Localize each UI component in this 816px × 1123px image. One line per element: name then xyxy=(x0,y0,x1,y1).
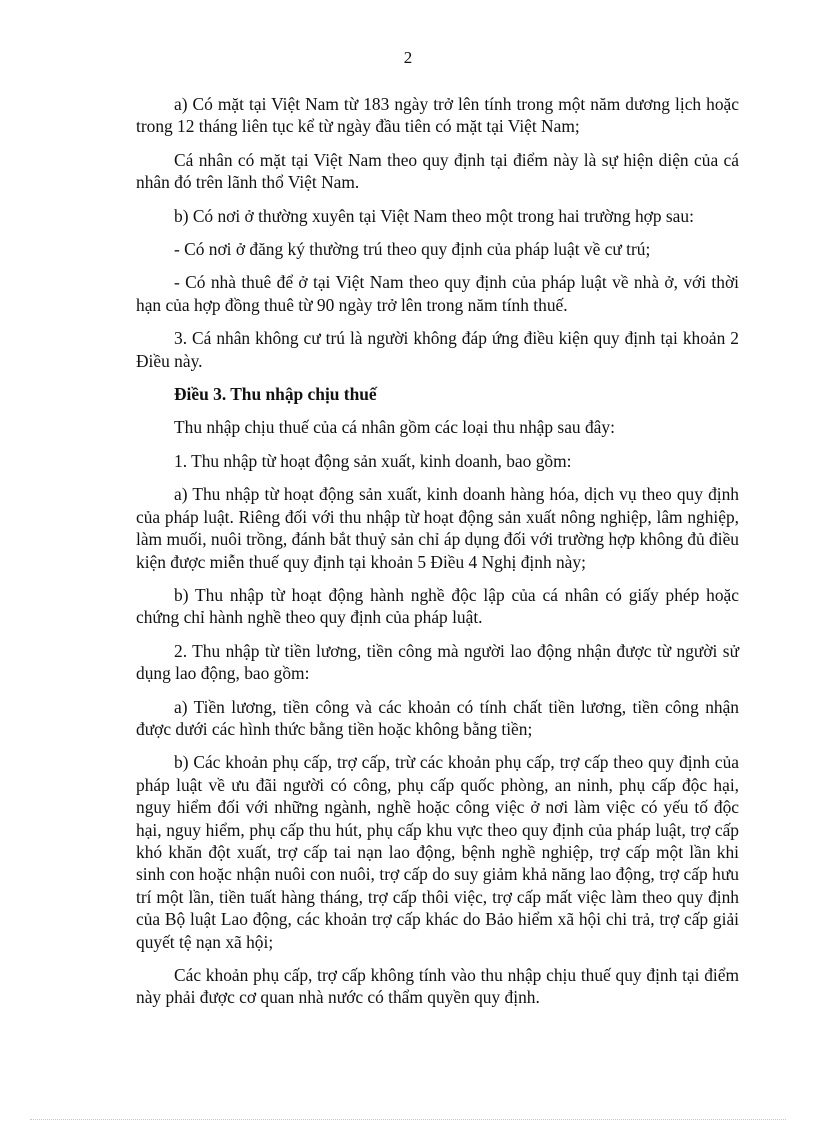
page-bottom-divider xyxy=(30,1119,786,1120)
paragraph-business-income-b: b) Thu nhập từ hoạt động hành nghề độc lập của cá nhân có giấy phép hoặc chứng chỉ hành nghề theo quy định của pháp luật. xyxy=(136,584,739,628)
paragraph-taxable-income-intro: Thu nhập chịu thuế của cá nhân gồm các loại thu nhập sau đây: xyxy=(174,417,615,438)
paragraph-salary-income: 2. Thu nhập từ tiền lương, tiền công mà người lao động nhận được từ người sử dụng lao động, bao gồm: xyxy=(136,640,739,684)
paragraph-business-income-a: a) Thu nhập từ hoạt động sản xuất, kinh doanh hàng hóa, dịch vụ theo quy định của pháp luật. Riêng đối với thu nhập từ hoạt động sản xuất nông nghiệp, lâm nghiệp, làm muối, nuôi trồng, đánh bắt thuỷ sản chỉ áp dụng đối với trường hợp không đủ điều kiện được miễn thuế quy định tại khoản 5 Điều 4 Nghị định này; xyxy=(136,484,739,572)
paragraph-salary-income-a: a) Tiền lương, tiền công và các khoản có tính chất tiền lương, tiền công nhận được dưới các hình thức bằng tiền hoặc không bằng tiền; xyxy=(136,696,739,739)
paragraph-allowance-note: Các khoản phụ cấp, trợ cấp không tính vào thu nhập chịu thuế quy định tại điểm này phải được cơ quan nhà nước có thẩm quyền quy định. xyxy=(136,965,739,1008)
paragraph-non-resident: 3. Cá nhân không cư trú là người không đáp ứng điều kiện quy định tại khoản 2 Điều này. xyxy=(136,328,739,371)
paragraph-business-income: 1. Thu nhập từ hoạt động sản xuất, kinh doanh, bao gồm: xyxy=(174,450,572,471)
paragraph-rented-housing: - Có nhà thuê để ở tại Việt Nam theo quy định của pháp luật về nhà ở, với thời hạn của hợp đồng thuê từ 90 ngày trở lên trong năm tính thuế. xyxy=(136,272,739,315)
paragraph-residency-183-days: a) Có mặt tại Việt Nam từ 183 ngày trở lên tính trong một năm dương lịch hoặc trong 12 tháng liên tục kể từ ngày đầu tiên có mặt tại Việt Nam; xyxy=(136,94,739,137)
article-3-heading: Điều 3. Thu nhập chịu thuế xyxy=(174,384,377,405)
document-body xyxy=(136,93,739,1020)
page-number: 2 xyxy=(403,48,413,67)
paragraph-presence-definition: Cá nhân có mặt tại Việt Nam theo quy định tại điểm này là sự hiện diện của cá nhân đó trên lãnh thổ Việt Nam. xyxy=(136,149,739,193)
paragraph-salary-income-b: b) Các khoản phụ cấp, trợ cấp, trừ các khoản phụ cấp, trợ cấp theo quy định của pháp luật về ưu đãi người có công, phụ cấp quốc phòng, an ninh, phụ cấp độc hại, nguy hiểm đối với những ngành, nghề hoặc công việc ở nơi làm việc có yếu tố độc hại, nguy hiểm, phụ cấp thu hút, phụ cấp khu vực theo quy định của pháp luật, trợ cấp khó khăn đột xuất, trợ cấp tai nạn lao động, bệnh nghề nghiệp, trợ cấp một lần khi sinh con hoặc nhận nuôi con nuôi, trợ cấp do suy giảm khả năng lao động, trợ cấp hưu trí một lần, tiền tuất hàng tháng, trợ cấp thôi việc, trợ cấp mất việc làm theo quy định của Bộ luật Lao động, các khoản trợ cấp khác do Bảo hiểm xã hội chi trả, trợ cấp giải quyết tệ nạn xã hội; xyxy=(136,752,739,952)
paragraph-regular-residence: b) Có nơi ở thường xuyên tại Việt Nam theo một trong hai trường hợp sau: xyxy=(174,205,694,226)
paragraph-permanent-registration: - Có nơi ở đăng ký thường trú theo quy định của pháp luật về cư trú; xyxy=(174,239,651,260)
